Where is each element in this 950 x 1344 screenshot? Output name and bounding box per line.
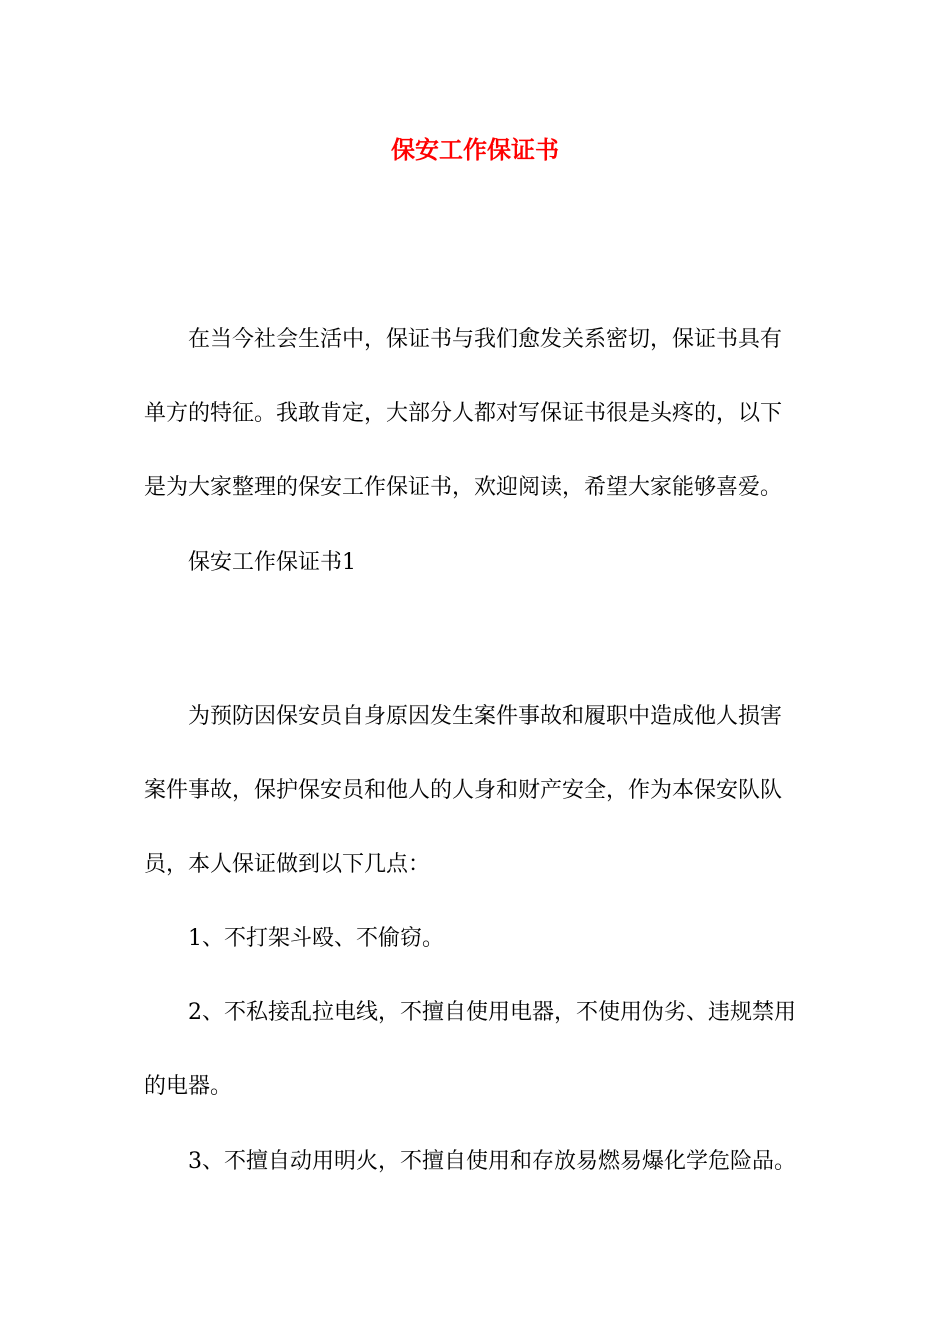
list-item-1: 1、不打架斗殴、不偷窃。 [188, 926, 444, 951]
list-item-2-line-2: 的电器。 [144, 1074, 233, 1099]
pledge-line-2: 案件事故，保护保安员和他人的人身和财产安全，作为本保安队队 [144, 778, 783, 803]
intro-line-2: 单方的特征。我敢肯定，大部分人都对写保证书很是头疼的，以下 [144, 401, 783, 426]
intro-paragraph [144, 303, 814, 525]
section-heading: 保安工作保证书1 [188, 550, 356, 575]
intro-line-1: 在当今社会生活中，保证书与我们愈发关系密切，保证书具有 [188, 327, 783, 352]
pledge-line-1: 为预防因保安员自身原因发生案件事故和履职中造成他人损害 [188, 704, 783, 729]
list-item-2 [144, 976, 814, 1124]
pledge-line-3: 员，本人保证做到以下几点： [144, 852, 431, 877]
document-title: 保安工作保证书 [391, 136, 559, 164]
list-item-3: 3、不擅自动用明火，不擅自使用和存放易燃易爆化学危险品。 [188, 1149, 796, 1174]
intro-line-3: 是为大家整理的保安工作保证书，欢迎阅读，希望大家能够喜爱。 [144, 475, 783, 500]
list-item-2-line-1: 2、不私接乱拉电线，不擅自使用电器，不使用伪劣、违规禁用 [188, 1000, 796, 1025]
pledge-paragraph [144, 680, 814, 902]
